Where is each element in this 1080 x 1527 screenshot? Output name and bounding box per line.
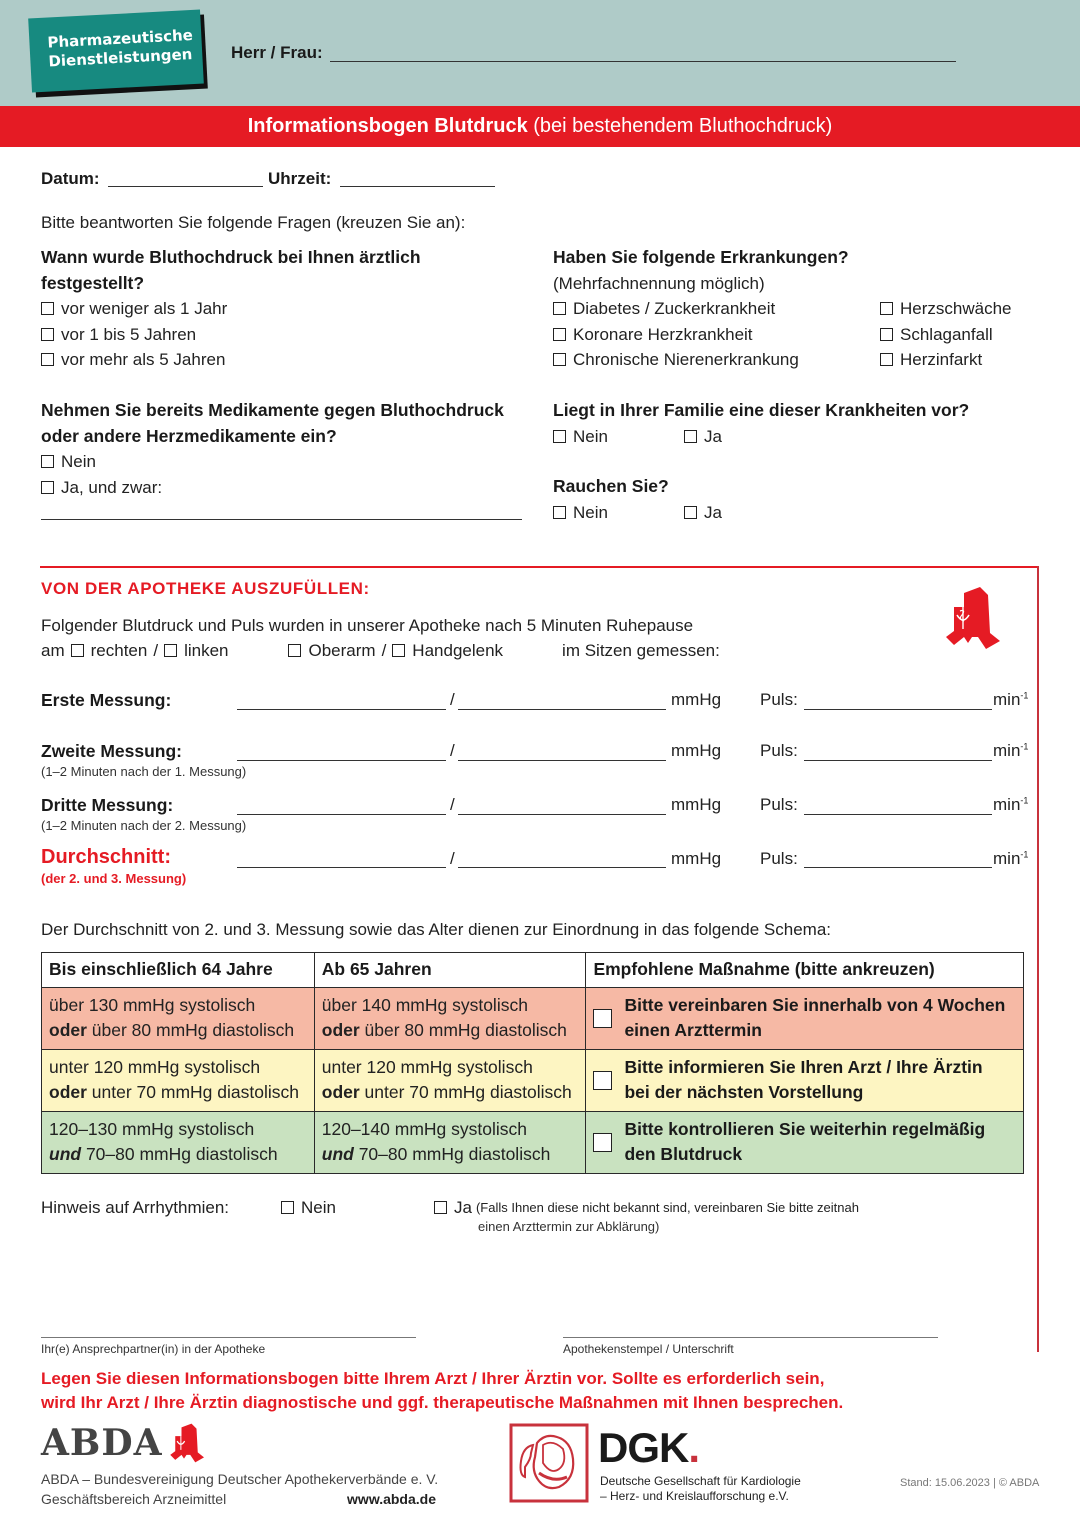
diastolic-field[interactable] [458, 760, 666, 761]
cell-65-plus: über 140 mmHg systolisch oder über 80 mmHg diastolisch [314, 987, 586, 1049]
service-badge [28, 10, 204, 93]
abda-wordmark: ABDA [41, 1422, 163, 1464]
question-text: Wann wurde Bluthochdruck bei Ihnen ärztlich [41, 247, 421, 267]
apotheke-a-icon [944, 585, 1008, 651]
average-label: Durchschnitt: [41, 846, 171, 868]
systolic-field[interactable] [237, 760, 446, 761]
unit-mmhg: mmHg [671, 690, 722, 709]
option-label: Chronische Nierenerkrankung [573, 350, 799, 369]
cell-action: Bitte informieren Sie Ihren Arzt / Ihre Ärztin bei der nächsten Vorstellung [586, 1049, 1024, 1111]
unit-exponent: -1 [1020, 795, 1029, 806]
question-smoking [553, 474, 1033, 525]
measurement-row-1 [0, 690, 1080, 712]
page-title [0, 106, 1080, 147]
option-chd[interactable] [553, 322, 880, 348]
slash: / [450, 741, 455, 760]
question-family [553, 398, 1033, 449]
abda-url[interactable]: www.abda.de [347, 1491, 436, 1507]
option-yes[interactable] [684, 500, 722, 526]
measurement-label: Zweite Messung: [41, 741, 182, 761]
option-more-5-years[interactable] [41, 347, 521, 373]
pulse-field[interactable] [804, 814, 992, 815]
option-label: Handgelenk [412, 641, 504, 660]
question-text: Liegt in Ihrer Familie eine dieser Krankheiten vor? [553, 400, 970, 420]
cell-under-65: 120–130 mmHg systolisch und 70–80 mmHg diastolisch [42, 1111, 315, 1173]
date-field[interactable] [108, 186, 263, 187]
medication-details-field[interactable] [41, 519, 522, 520]
checkbox[interactable] [41, 353, 54, 366]
question-text: festgestellt? [41, 272, 145, 293]
header-action: Empfohlene Maßnahme (bitte ankreuzen) [586, 953, 1024, 988]
dgk-dot: . [688, 1424, 701, 1471]
option-label: vor weniger als 1 Jahr [61, 299, 228, 318]
unit-mmhg: mmHg [671, 849, 722, 868]
measurement-sublabel: (1–2 Minuten nach der 1. Messung) [41, 764, 247, 779]
table-header-row [42, 953, 1024, 988]
option-no[interactable] [553, 424, 684, 450]
sitting-label: im Sitzen gemessen: [562, 641, 720, 660]
pulse-label: Puls: [760, 849, 798, 868]
abda-logo [41, 1422, 209, 1464]
dgk-name: Deutsche Gesellschaft für Kardiologie – Herz- und Kreislaufforschung e.V. [600, 1474, 801, 1503]
option-stroke[interactable] [880, 322, 1012, 348]
version-stamp: Stand: 15.06.2023 | © ABDA [900, 1477, 1040, 1489]
option-label: Ja [704, 502, 722, 522]
checkbox-upper-arm[interactable] [288, 644, 301, 657]
checkbox-left-arm[interactable] [164, 644, 177, 657]
stamp-signature-label: Apothekenstempel / Unterschrift [563, 1342, 734, 1356]
question-medication [41, 398, 531, 500]
abda-address: ABDA – Bundesvereinigung Deutscher Apothekerverbände e. V. Geschäftsbereich Arzneimittel www.abda.de [41, 1471, 439, 1507]
measurement-sublabel: (1–2 Minuten nach der 2. Messung) [41, 818, 247, 833]
question-text: Haben Sie folgende Erkrankungen? [553, 247, 849, 267]
table-row-low [42, 1049, 1024, 1111]
option-label: Ja [704, 426, 722, 446]
action-checkbox[interactable] [593, 1009, 612, 1028]
arrhythmia-yes[interactable] [434, 1195, 859, 1221]
systolic-field[interactable] [237, 814, 446, 815]
pulse-label: Puls: [760, 690, 798, 709]
contact-person-field[interactable] [41, 1337, 416, 1338]
systolic-field[interactable] [237, 867, 446, 868]
option-diabetes[interactable] [553, 296, 880, 322]
unit-min: min [993, 690, 1021, 709]
header-band [0, 0, 1080, 106]
title-bold: Informationsbogen Blutdruck [247, 115, 528, 137]
slash: / [450, 849, 455, 868]
instructions: Bitte beantworten Sie folgende Fragen (kreuzen Sie an): [41, 213, 466, 232]
option-label: Herzinfarkt [900, 350, 983, 369]
measurement-row-2 [0, 741, 1080, 781]
option-label: Nein [61, 452, 96, 471]
doctor-note: Legen Sie diesen Informationsbogen bitte Ihrem Arzt / Ihrer Ärztin vor. Sollte es erforderlich sein, wird Ihr Arzt / Ihre Ärztin diagnostische und ggf. therapeutische Maßnahmen mit Ihnen besprechen. [41, 1369, 844, 1412]
option-label: rechten [90, 641, 148, 660]
slash: / [450, 795, 455, 814]
stamp-signature-field[interactable] [563, 1337, 938, 1338]
table-row-target [42, 1111, 1024, 1173]
checkbox[interactable] [553, 430, 566, 443]
cell-action: Bitte kontrollieren Sie weiterhin regelmäßig den Blutdruck [586, 1111, 1024, 1173]
option-no[interactable] [41, 449, 531, 475]
time-label: Uhrzeit: [268, 169, 332, 188]
option-label: Nein [301, 1198, 336, 1217]
unit-min: min [993, 849, 1021, 868]
question-note: (Mehrfachnennung möglich) [553, 273, 765, 293]
option-1-5-years[interactable] [41, 322, 521, 348]
option-less-1-year[interactable] [41, 296, 521, 322]
option-heart-attack[interactable] [880, 347, 1012, 373]
checkbox[interactable] [41, 328, 54, 341]
unit-mmhg: mmHg [671, 741, 722, 760]
badge-line-2: Dienstleistungen [47, 45, 193, 71]
pulse-field[interactable] [804, 709, 992, 710]
checkbox[interactable] [880, 328, 893, 341]
option-label: Schlaganfall [900, 324, 993, 344]
option-label: Ja [454, 1198, 472, 1217]
option-label: Diabetes / Zuckerkrankheit [573, 299, 776, 318]
action-checkbox[interactable] [593, 1133, 612, 1152]
option-label: linken [184, 641, 229, 660]
option-label: Koronare Herzkrankheit [573, 324, 753, 344]
checkbox[interactable] [281, 1201, 294, 1214]
measurement-label: Dritte Messung: [41, 795, 174, 815]
classification-table [41, 952, 1024, 1174]
diastolic-field[interactable] [458, 814, 666, 815]
dgk-heart-logo-icon [509, 1423, 589, 1503]
contact-person-label: Ihr(e) Ansprechpartner(in) in der Apotheke [41, 1342, 266, 1356]
checkbox[interactable] [41, 302, 54, 315]
cell-65-plus: 120–140 mmHg systolisch und 70–80 mmHg diastolisch [314, 1111, 586, 1173]
option-label: vor mehr als 5 Jahren [61, 350, 226, 369]
measurement-row-average [0, 846, 1080, 890]
dgk-logo [598, 1424, 700, 1472]
dgk-wordmark: DGK [598, 1424, 689, 1471]
average-sublabel: (der 2. und 3. Messung) [41, 871, 187, 886]
pulse-field[interactable] [804, 867, 992, 868]
unit-mmhg: mmHg [671, 795, 722, 814]
apotheke-a-icon [169, 1422, 209, 1464]
checkbox[interactable] [41, 481, 54, 494]
option-label: Ja, und zwar: [61, 477, 163, 497]
cell-under-65: unter 120 mmHg systolisch oder unter 70 mmHg diastolisch [42, 1049, 315, 1111]
checkbox-wrist[interactable] [392, 644, 405, 657]
unit-exponent: -1 [1020, 690, 1029, 701]
checkbox[interactable] [880, 353, 893, 366]
arrhythmia-label: Hinweis auf Arrhythmien: [41, 1198, 230, 1217]
header-65-plus: Ab 65 Jahren [314, 953, 586, 988]
checkbox[interactable] [880, 302, 893, 315]
measurement-location-row: am rechten / linken Oberarm / Handgelenk im Sitzen gemessen: [41, 638, 720, 664]
unit-min: min [993, 795, 1021, 814]
cell-under-65: über 130 mmHg systolisch oder über 80 mmHg diastolisch [42, 987, 315, 1049]
time-field[interactable] [340, 186, 495, 187]
unit-min: min [993, 741, 1021, 760]
name-field[interactable] [330, 61, 956, 62]
badge-line-1: Pharmazeutische [46, 25, 194, 52]
unit-exponent: -1 [1020, 741, 1029, 752]
option-heart-failure[interactable] [880, 296, 1012, 322]
option-label: vor 1 bis 5 Jahren [61, 324, 197, 344]
name-label: Herr / Frau: [231, 43, 323, 62]
option-label: Herzschwäche [900, 299, 1012, 318]
arrhythmia-note: (Falls Ihnen diese nicht bekannt sind, vereinbaren Sie bitte zeitnah [475, 1200, 859, 1215]
arrhythmia-note-2: einen Arzttermin zur Abklärung) [478, 1219, 660, 1234]
cell-65-plus: unter 120 mmHg systolisch oder unter 70 mmHg diastolisch [314, 1049, 586, 1111]
checkbox[interactable] [434, 1201, 447, 1214]
option-yes[interactable] [684, 424, 722, 450]
option-no[interactable] [553, 500, 684, 526]
unit-exponent: -1 [1020, 849, 1029, 860]
pulse-label: Puls: [760, 741, 798, 760]
checkbox[interactable] [553, 302, 566, 315]
option-label: Oberarm [308, 641, 376, 660]
question-text: Nehmen Sie bereits Medikamente gegen Bluthochdruck [41, 400, 504, 420]
am-label: am [41, 641, 65, 660]
header-under-65: Bis einschließlich 64 Jahre [42, 953, 315, 988]
checkbox-right-arm[interactable] [71, 644, 84, 657]
action-checkbox[interactable] [593, 1071, 612, 1090]
pulse-label: Puls: [760, 795, 798, 814]
option-label: Nein [573, 502, 608, 522]
measurement-intro: Folgender Blutdruck und Puls wurden in unserer Apotheke nach 5 Minuten Ruhepause [41, 616, 694, 635]
diastolic-field[interactable] [458, 709, 666, 710]
date-label: Datum: [41, 169, 100, 188]
systolic-field[interactable] [237, 709, 446, 710]
checkbox[interactable] [41, 455, 54, 468]
checkbox[interactable] [684, 506, 697, 519]
diastolic-field[interactable] [458, 867, 666, 868]
pharmacy-section-border [1037, 566, 1039, 1352]
pharmacy-section-border [40, 566, 1038, 568]
title-subtitle: (bei bestehendem Bluthochdruck) [533, 115, 833, 137]
table-row-high [42, 987, 1024, 1049]
question-conditions [553, 245, 1033, 373]
pharmacy-heading: VON DER APOTHEKE AUSZUFÜLLEN: [41, 579, 370, 598]
checkbox[interactable] [684, 430, 697, 443]
option-label: Nein [573, 426, 608, 446]
checkbox[interactable] [553, 353, 566, 366]
measurement-label: Erste Messung: [41, 690, 172, 710]
measurement-row-3 [0, 795, 1080, 835]
question-diagnosed [41, 245, 521, 373]
question-text: oder andere Herzmedikamente ein? [41, 425, 337, 446]
pulse-field[interactable] [804, 760, 992, 761]
checkbox[interactable] [553, 506, 566, 519]
option-ckd[interactable] [553, 347, 880, 373]
scheme-intro: Der Durchschnitt von 2. und 3. Messung sowie das Alter dienen zur Einordnung in das folgende Schema: [41, 920, 832, 939]
slash: / [450, 690, 455, 709]
question-text: Rauchen Sie? [553, 476, 669, 496]
cell-action: Bitte vereinbaren Sie innerhalb von 4 Wochen einen Arzttermin [586, 987, 1024, 1049]
arrhythmia-no[interactable] [281, 1195, 336, 1221]
option-yes[interactable] [41, 475, 531, 501]
checkbox[interactable] [553, 328, 566, 341]
